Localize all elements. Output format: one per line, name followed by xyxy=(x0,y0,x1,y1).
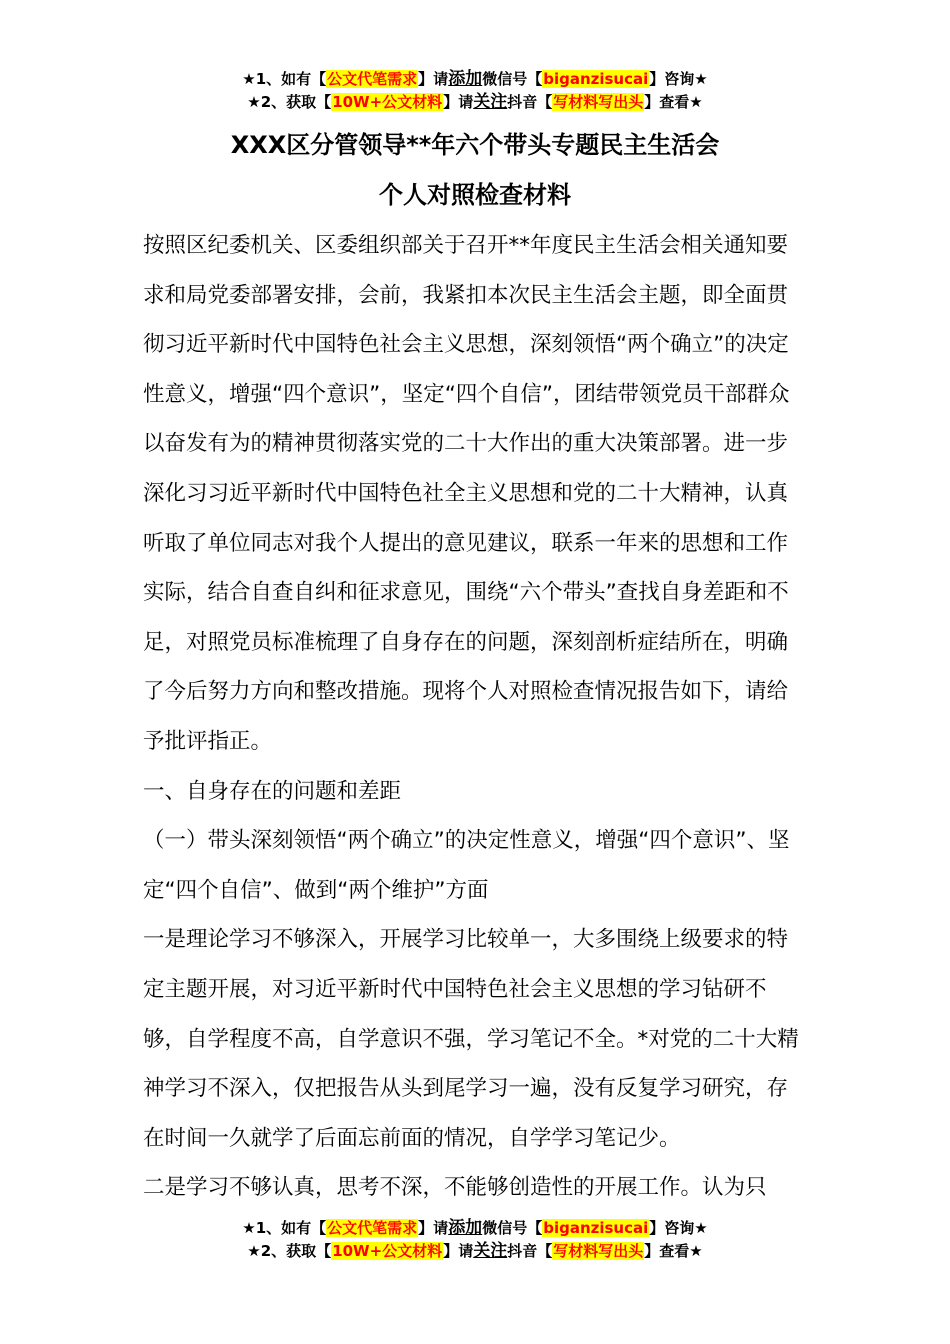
banner-emphasis: 添加 xyxy=(448,69,483,89)
banner-line-2 xyxy=(0,1240,950,1263)
banner-text: 抖音【 xyxy=(507,93,553,111)
banner-emphasis: 关注 xyxy=(473,92,508,112)
banner-text: ★1、如有【 xyxy=(242,70,327,88)
banner-text: 】请 xyxy=(418,70,449,88)
header-banner xyxy=(0,68,950,114)
banner-text: 微信号【 xyxy=(482,1219,543,1237)
banner-line-1 xyxy=(0,68,950,91)
banner-text: 】请 xyxy=(443,1242,474,1260)
document-title: XXX区分管领导**年六个带头专题民主生活会 xyxy=(230,131,720,159)
banner-emphasis: 关注 xyxy=(473,1241,508,1261)
banner-text: ★2、获取【 xyxy=(247,93,332,111)
banner-text: 】咨询★ xyxy=(649,1219,708,1237)
banner-text: ★1、如有【 xyxy=(242,1219,327,1237)
banner-highlight: 写材料写出头 xyxy=(553,1242,644,1260)
banner-highlight: 10W+公文材料 xyxy=(332,93,443,111)
banner-text: 】请 xyxy=(443,93,474,111)
banner-highlight: biganzisucai xyxy=(543,70,649,88)
footer-banner xyxy=(0,1217,950,1263)
banner-emphasis: 添加 xyxy=(448,1218,483,1238)
banner-highlight: 公文代笔需求 xyxy=(327,1219,418,1237)
paragraph: 一是理论学习不够深入，开展学习比较单一，大多围绕上级要求的特定主题开展，对习近平新时代中国特色社会主义思想的学习钻研不够，自学程度不高，自学意识不强，学习笔记不全。*对党的二十大精神学习不深入，仅把报告从头到尾学习一遍，没有反复学习研究，存在时间一久就学了后面忘前面的情况，自学学习笔记少。 xyxy=(143,927,799,1151)
section-heading: 一、自身存在的问题和差距 xyxy=(143,778,402,804)
document-subtitle: 个人对照检查材料 xyxy=(379,181,571,209)
paragraph-intro: 按照区纪委机关、区委组织部关于召开**年度民主生活会相关通知要求和局党委部署安排，会前，我紧扣本次民主生活会主题，即全面贯彻习近平新时代中国特色社会主义思想，深刻领悟“两个确立”的决定性意义，增强“四个意识”，坚定“四个自信”，团结带领党员干部群众以奋发有为的精神贯彻落实党的二十大作出的重大决策部署。进一步深化习习近平新时代中国特色社全主义思想和党的二十大精神，认真听取了单位同志对我个人提出的意见建议，联系一年来的思想和工作实际，结合自查自纠和征求意见，围绕“六个带头”查找自身差距和不足，对照党员标准梳理了自身存在的问题，深刻剖析症结所在，明确了今后努力方向和整改措施。现将个人对照检查情况报告如下，请给予批评指正。 xyxy=(143,233,790,754)
paragraph: 二是学习不够认真，思考不深，不能够创造性的开展工作。认为只 xyxy=(143,1175,767,1201)
banner-text: 】咨询★ xyxy=(649,70,708,88)
banner-line-2 xyxy=(0,91,950,114)
banner-highlight: 公文代笔需求 xyxy=(327,70,418,88)
banner-highlight: 10W+公文材料 xyxy=(332,1242,443,1260)
banner-text: 】查看★ xyxy=(644,93,703,111)
banner-highlight: 写材料写出头 xyxy=(553,93,644,111)
subsection-heading: （一）带头深刻领悟“两个确立”的决定性意义，增强“四个意识”、坚定“四个自信”、做到“两个维护”方面 xyxy=(143,828,790,903)
banner-text: 】查看★ xyxy=(644,1242,703,1260)
banner-text: ★2、获取【 xyxy=(247,1242,332,1260)
banner-text: 抖音【 xyxy=(507,1242,553,1260)
document-body xyxy=(143,221,808,1213)
banner-line-1 xyxy=(0,1217,950,1240)
banner-text: 微信号【 xyxy=(482,70,543,88)
banner-highlight: biganzisucai xyxy=(543,1219,649,1237)
banner-text: 】请 xyxy=(418,1219,449,1237)
